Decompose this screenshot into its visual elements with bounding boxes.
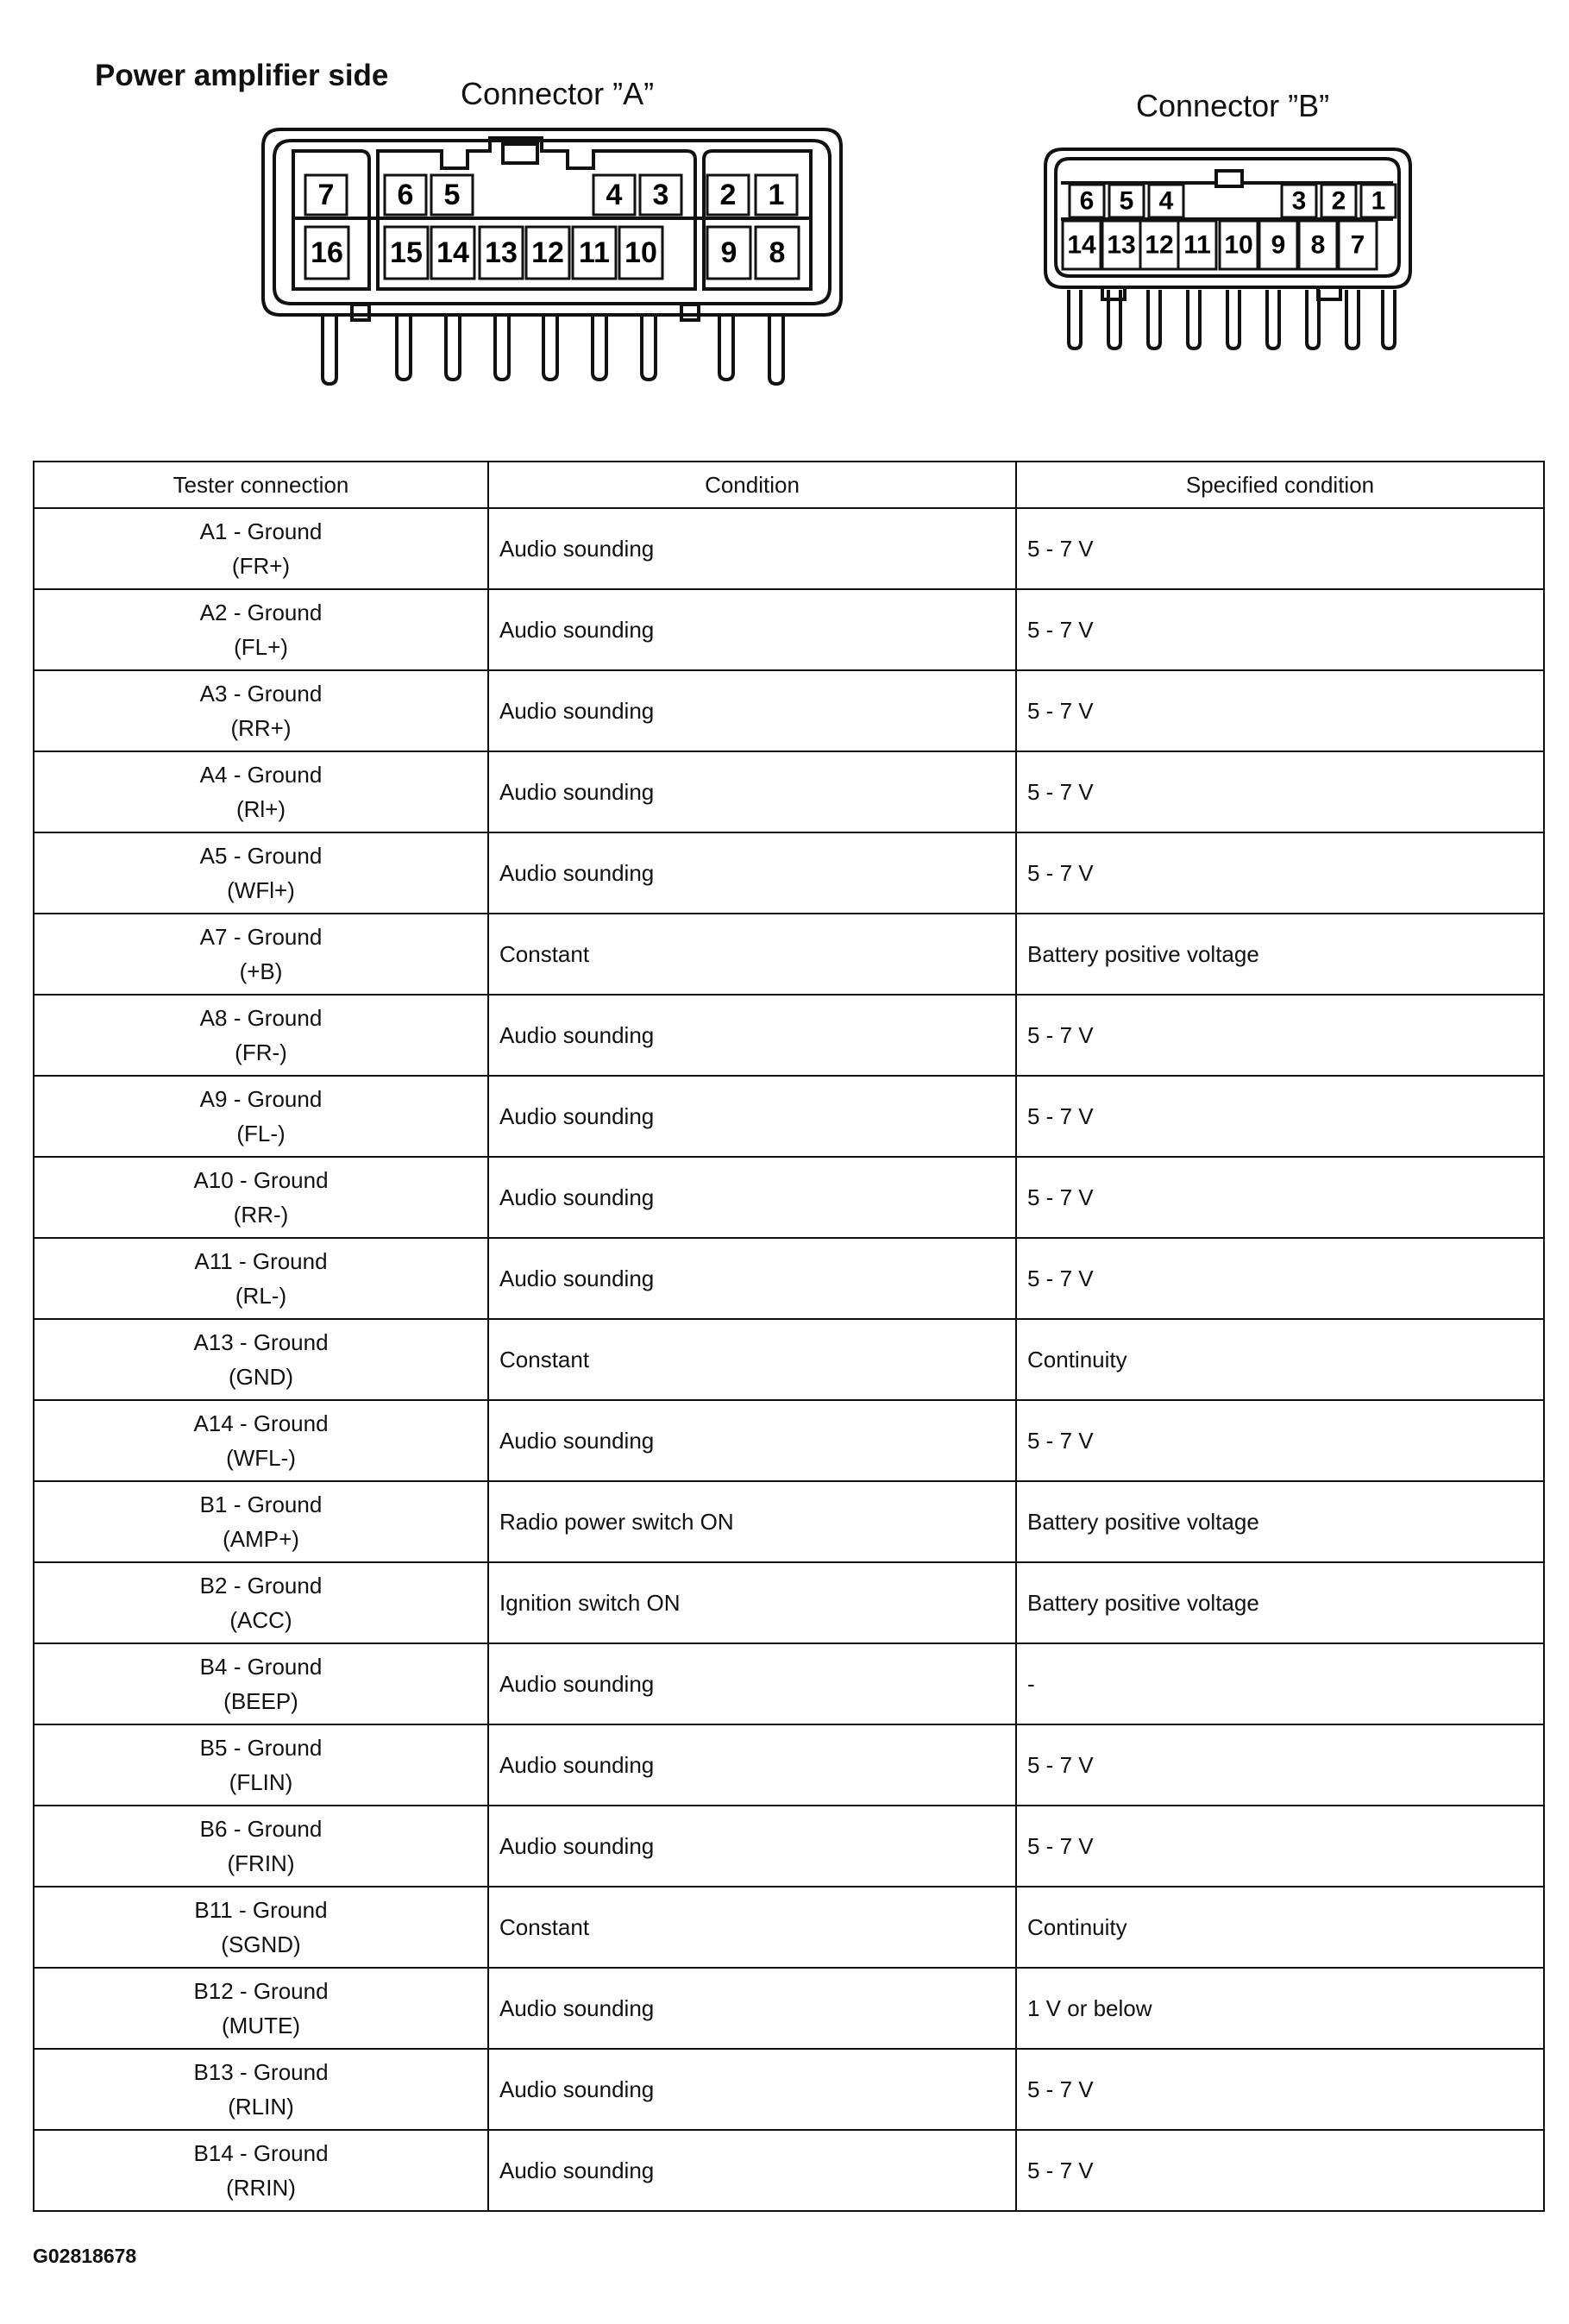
connector-b-pin-14: 14	[1067, 230, 1096, 260]
connector-a-diagram	[259, 125, 845, 393]
tester-connection-cell	[34, 1481, 488, 1562]
terminal-label: A4 - Ground	[199, 762, 323, 788]
specified-condition-cell: 5 - 7 V	[1016, 2130, 1544, 2211]
condition-cell: Constant	[488, 1887, 1016, 1968]
connector-b-terminal	[1188, 290, 1200, 349]
connector-b-pin-6: 6	[1079, 186, 1095, 216]
terminal-label: A3 - Ground	[199, 681, 323, 707]
signal-label: (AMP+)	[223, 1526, 299, 1552]
signal-label: (BEEP)	[223, 1688, 298, 1714]
table-row	[34, 1806, 1544, 1887]
specified-condition-cell: 5 - 7 V	[1016, 1157, 1544, 1238]
table-row	[34, 995, 1544, 1076]
tester-connection-cell	[34, 751, 488, 832]
signal-label: (ACC)	[229, 1607, 292, 1633]
terminal-label: A9 - Ground	[199, 1086, 323, 1112]
specified-condition-cell: 5 - 7 V	[1016, 670, 1544, 751]
condition-cell: Audio sounding	[488, 1806, 1016, 1887]
connector-a-pin-14: 14	[436, 236, 469, 269]
connector-a-pin-12: 12	[531, 236, 564, 269]
table-row	[34, 1157, 1544, 1238]
signal-label: (RR+)	[230, 715, 292, 741]
specified-condition-cell: -	[1016, 1643, 1544, 1724]
tester-connection-cell	[34, 670, 488, 751]
tester-connection-cell	[34, 1238, 488, 1319]
connector-a-pin-9: 9	[720, 236, 737, 269]
connector-a-pin-11: 11	[579, 236, 610, 269]
specified-condition-cell: 5 - 7 V	[1016, 1238, 1544, 1319]
table-row	[34, 1724, 1544, 1806]
tester-connection-cell	[34, 1076, 488, 1157]
page-title: Power amplifier side	[95, 59, 389, 92]
tester-connection-cell	[34, 1887, 488, 1968]
terminal-label: A13 - Ground	[193, 1329, 329, 1355]
terminal-label: B1 - Ground	[199, 1492, 323, 1517]
terminal-label: B12 - Ground	[193, 1978, 329, 2004]
table-row	[34, 2049, 1544, 2130]
terminal-label: A8 - Ground	[199, 1005, 323, 1031]
connector-b-pin-2: 2	[1331, 186, 1346, 216]
signal-label: (RLIN)	[228, 2094, 294, 2120]
tester-connection-cell	[34, 1400, 488, 1481]
signal-label: (FL+)	[234, 634, 288, 660]
header-specified-condition: Specified condition	[1016, 462, 1544, 508]
tester-connection-table	[33, 461, 1545, 2212]
specified-condition-cell: 5 - 7 V	[1016, 832, 1544, 914]
tester-connection-cell	[34, 1157, 488, 1238]
terminal-label: B4 - Ground	[199, 1654, 323, 1680]
tester-connection-cell	[34, 1724, 488, 1806]
connector-b-terminal	[1267, 290, 1279, 349]
tester-connection-cell	[34, 589, 488, 670]
connector-b-pin-12: 12	[1145, 230, 1174, 260]
specified-condition-cell: Battery positive voltage	[1016, 1562, 1544, 1643]
connector-b-terminal	[1346, 290, 1359, 349]
table-row	[34, 832, 1544, 914]
condition-cell: Radio power switch ON	[488, 1481, 1016, 1562]
specified-condition-cell: Battery positive voltage	[1016, 1481, 1544, 1562]
connector-a-terminal	[446, 317, 460, 380]
signal-label: (RR-)	[233, 1202, 289, 1228]
condition-cell: Constant	[488, 914, 1016, 995]
terminal-label: B2 - Ground	[199, 1573, 323, 1599]
specified-condition-cell: 5 - 7 V	[1016, 1724, 1544, 1806]
table-row	[34, 1481, 1544, 1562]
condition-cell: Audio sounding	[488, 1643, 1016, 1724]
condition-cell: Audio sounding	[488, 2049, 1016, 2130]
tester-connection-cell	[34, 508, 488, 589]
signal-label: (MUTE)	[222, 2013, 300, 2038]
condition-cell: Audio sounding	[488, 1724, 1016, 1806]
connector-a-pin-10: 10	[624, 236, 657, 269]
tester-connection-cell	[34, 1643, 488, 1724]
specified-condition-cell: 5 - 7 V	[1016, 1076, 1544, 1157]
terminal-label: A2 - Ground	[199, 600, 323, 625]
connector-b-pin-8: 8	[1310, 230, 1326, 260]
header-tester-connection: Tester connection	[34, 462, 488, 508]
connector-b-terminal	[1148, 290, 1160, 349]
signal-label: (GND)	[228, 1364, 294, 1390]
tester-connection-cell	[34, 2130, 488, 2211]
specified-condition-cell: 5 - 7 V	[1016, 1806, 1544, 1887]
condition-cell: Audio sounding	[488, 589, 1016, 670]
tester-connection-cell	[34, 995, 488, 1076]
specified-condition-cell: 5 - 7 V	[1016, 2049, 1544, 2130]
terminal-label: A14 - Ground	[193, 1410, 329, 1436]
signal-label: (WFl+)	[227, 877, 295, 903]
connector-b-diagram	[1044, 145, 1415, 352]
condition-cell: Audio sounding	[488, 1968, 1016, 2049]
connector-a-terminal	[323, 317, 336, 384]
connector-a-terminal	[495, 317, 509, 380]
table-row	[34, 589, 1544, 670]
terminal-label: B5 - Ground	[199, 1735, 323, 1761]
condition-cell: Audio sounding	[488, 751, 1016, 832]
connector-a-pin-8: 8	[769, 236, 786, 269]
signal-label: (RRIN)	[226, 2175, 296, 2201]
condition-cell: Audio sounding	[488, 995, 1016, 1076]
connector-b-label: Connector ”B”	[1136, 88, 1330, 123]
connector-a-clip-right	[681, 305, 699, 320]
connector-b-terminal	[1069, 290, 1081, 349]
connector-b-pin-10: 10	[1224, 230, 1253, 260]
condition-cell: Audio sounding	[488, 832, 1016, 914]
signal-label: (FL-)	[236, 1121, 286, 1146]
table-row	[34, 1968, 1544, 2049]
signal-label: (WFL-)	[226, 1445, 296, 1471]
signal-label: (Rl+)	[235, 796, 286, 822]
terminal-label: A5 - Ground	[199, 843, 323, 869]
condition-cell: Audio sounding	[488, 508, 1016, 589]
terminal-label: A11 - Ground	[194, 1248, 328, 1274]
connector-b-pin-5: 5	[1119, 186, 1134, 216]
tester-connection-cell	[34, 1806, 488, 1887]
table-row	[34, 670, 1544, 751]
tester-connection-cell	[34, 2049, 488, 2130]
connector-a-pin-7: 7	[317, 179, 335, 211]
header-condition: Condition	[488, 462, 1016, 508]
terminal-label: B14 - Ground	[193, 2140, 329, 2166]
signal-label: (FR-)	[235, 1040, 287, 1065]
specified-condition-cell: Continuity	[1016, 1887, 1544, 1968]
terminal-label: B13 - Ground	[193, 2059, 329, 2085]
signal-label: (FR+)	[231, 553, 291, 579]
terminal-label: A1 - Ground	[199, 518, 323, 544]
table-header-row	[34, 462, 1544, 508]
connector-b-pin-4: 4	[1158, 186, 1174, 216]
connector-a-terminal	[397, 317, 411, 380]
signal-label: (RL-)	[235, 1283, 287, 1309]
connector-b-pin-1: 1	[1371, 186, 1386, 216]
condition-cell: Audio sounding	[488, 1157, 1016, 1238]
connector-a-pin-1: 1	[768, 179, 785, 211]
tester-connection-cell	[34, 1968, 488, 2049]
connector-a-terminal	[642, 317, 656, 380]
specified-condition-cell: 5 - 7 V	[1016, 589, 1544, 670]
connector-b-pin-9: 9	[1271, 230, 1286, 260]
condition-cell: Constant	[488, 1319, 1016, 1400]
table-row	[34, 1887, 1544, 1968]
condition-cell: Ignition switch ON	[488, 1562, 1016, 1643]
connector-a-clip-left	[352, 305, 369, 320]
condition-cell: Audio sounding	[488, 1238, 1016, 1319]
connector-b-clip-right	[1318, 287, 1340, 299]
condition-cell: Audio sounding	[488, 1400, 1016, 1481]
connector-a-pin-3: 3	[652, 179, 669, 211]
connector-b-latch	[1216, 171, 1242, 186]
table-row	[34, 1076, 1544, 1157]
terminal-label: A7 - Ground	[199, 924, 323, 950]
table-row	[34, 1238, 1544, 1319]
terminal-label: B6 - Ground	[199, 1816, 323, 1842]
specified-condition-cell: Continuity	[1016, 1319, 1544, 1400]
table-row	[34, 1400, 1544, 1481]
connector-a-pin-5: 5	[443, 179, 461, 211]
specified-condition-cell: 1 V or below	[1016, 1968, 1544, 2049]
table-row	[34, 2130, 1544, 2211]
connector-a-pin-15: 15	[390, 236, 423, 269]
connector-a-pin-2: 2	[719, 179, 737, 211]
connector-a-pin-13: 13	[485, 236, 518, 269]
table-row	[34, 1319, 1544, 1400]
connector-b-pin-7: 7	[1350, 230, 1365, 260]
connector-a-pin-4: 4	[606, 179, 623, 211]
table-row	[34, 1562, 1544, 1643]
specified-condition-cell: 5 - 7 V	[1016, 1400, 1544, 1481]
specified-condition-cell: Battery positive voltage	[1016, 914, 1544, 995]
specified-condition-cell: 5 - 7 V	[1016, 995, 1544, 1076]
connector-b-terminal	[1227, 290, 1240, 349]
connector-b-pin-13: 13	[1107, 230, 1136, 260]
tester-connection-cell	[34, 1319, 488, 1400]
signal-label: (FRIN)	[227, 1850, 295, 1876]
figure-id: G02818678	[33, 2245, 137, 2267]
connector-a-terminal	[543, 317, 557, 380]
connector-a-terminal	[719, 317, 733, 380]
condition-cell: Audio sounding	[488, 2130, 1016, 2211]
specified-condition-cell: 5 - 7 V	[1016, 508, 1544, 589]
connector-a-pin-16: 16	[311, 236, 343, 269]
table-row	[34, 751, 1544, 832]
terminal-label: A10 - Ground	[193, 1167, 329, 1193]
table-row	[34, 508, 1544, 589]
condition-cell: Audio sounding	[488, 1076, 1016, 1157]
tester-connection-cell	[34, 914, 488, 995]
signal-label: (FLIN)	[229, 1769, 293, 1795]
tester-connection-cell	[34, 1562, 488, 1643]
table-row	[34, 914, 1544, 995]
specified-condition-cell: 5 - 7 V	[1016, 751, 1544, 832]
connector-a-terminal	[769, 317, 783, 384]
connector-a-latch	[503, 144, 537, 163]
connector-b-pin-3: 3	[1291, 186, 1307, 216]
connector-a-housing	[263, 129, 841, 315]
terminal-label: B11 - Ground	[194, 1897, 328, 1923]
signal-label: (+B)	[239, 958, 283, 984]
condition-cell: Audio sounding	[488, 670, 1016, 751]
signal-label: (SGND)	[221, 1931, 301, 1957]
connector-a-terminal	[593, 317, 606, 380]
table-row	[34, 1643, 1544, 1724]
connector-a-label: Connector ”A”	[461, 76, 655, 111]
connector-b-terminal	[1383, 290, 1395, 349]
tester-connection-cell	[34, 832, 488, 914]
connector-a-pin-6: 6	[397, 179, 414, 211]
connector-b-pin-11: 11	[1183, 230, 1211, 260]
